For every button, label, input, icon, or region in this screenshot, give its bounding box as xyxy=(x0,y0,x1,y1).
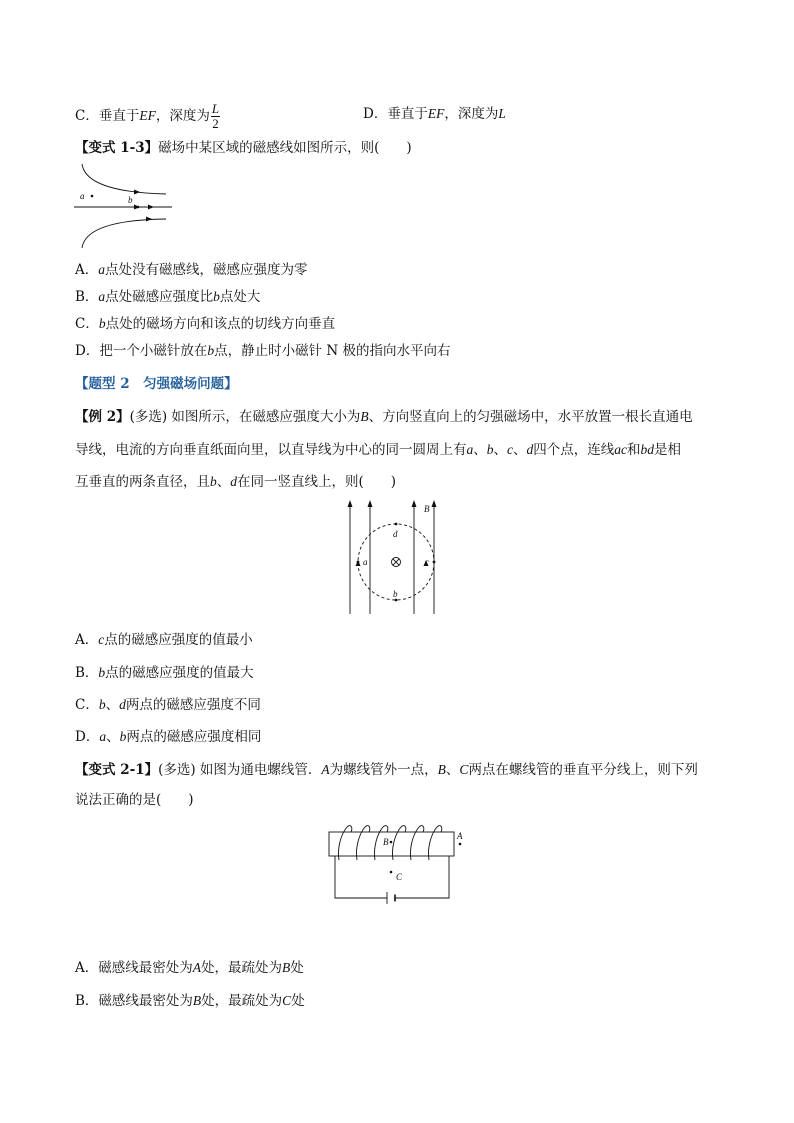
arrow-icon xyxy=(368,500,373,507)
field-lines-figure xyxy=(74,162,174,250)
var-bd: bd xyxy=(640,442,654,457)
var-a-point: A xyxy=(321,762,330,777)
stem-text: 、 xyxy=(493,442,507,458)
v13-option-a xyxy=(75,260,308,280)
stem-text: (多选) 如图所示，在磁感应强度大小为 xyxy=(129,409,361,425)
label-b: b xyxy=(128,195,133,205)
option-text: 点，静止时小磁针 N 极的指向水平向右 xyxy=(214,343,451,359)
point-c-dot xyxy=(433,561,436,564)
option-text: 点的磁感应强度的值最大 xyxy=(105,665,254,681)
option-text: 两点的磁感应强度相同 xyxy=(126,729,262,745)
option-text: 点处磁感应强度比 xyxy=(105,289,214,305)
option-text: C． xyxy=(75,316,99,332)
option-text: 点处没有磁感线，磁感应强度为零 xyxy=(105,262,308,278)
section-heading: 【题型 2 匀强磁场问题】 xyxy=(75,376,238,392)
arrow-icon xyxy=(412,500,417,507)
uniform-field-figure xyxy=(340,500,450,618)
var-d: d xyxy=(526,442,534,457)
option-text: C．垂直于 xyxy=(75,108,140,124)
var-b-point: B xyxy=(282,960,291,975)
q1-option-c xyxy=(75,102,220,131)
stem-text: 、 xyxy=(473,442,487,458)
point-a-dot xyxy=(357,561,360,564)
label-b-field: B xyxy=(424,504,430,514)
var-b: b xyxy=(98,665,106,680)
label-a: a xyxy=(363,557,368,567)
v21-option-b xyxy=(75,991,305,1011)
stem-text: 在同一竖直线上，则( ) xyxy=(237,474,397,490)
v21-stem-line2: 说法正确的是( ) xyxy=(75,792,194,808)
solenoid-figure xyxy=(325,822,475,910)
label-b: b xyxy=(393,589,398,599)
question-tag: 【例 2】 xyxy=(75,409,130,425)
option-text: D．垂直于 xyxy=(363,106,428,122)
stem-text: 是相 xyxy=(654,442,681,458)
var-a: a xyxy=(98,262,105,277)
var-b: b xyxy=(210,474,217,489)
fraction-denominator: 2 xyxy=(212,116,219,131)
option-text: 处，最疏处为 xyxy=(201,993,283,1009)
option-text: 、 xyxy=(105,697,120,713)
option-text: 处 xyxy=(290,960,304,976)
var-a-point: A xyxy=(192,960,201,975)
point-b-dot xyxy=(390,841,393,844)
var-a: a xyxy=(99,729,107,744)
point-a-dot xyxy=(459,843,462,846)
var-c-point: C xyxy=(282,993,292,1008)
arrow-icon xyxy=(134,190,140,195)
var-ac: ac xyxy=(614,442,627,457)
upper-curved-line xyxy=(82,164,166,194)
fraction-l-over-2 xyxy=(211,102,220,131)
label-c: c xyxy=(425,557,429,567)
stem-text: 、 xyxy=(445,762,460,778)
v21-option-a xyxy=(75,958,304,978)
var-ef: EF xyxy=(139,108,156,123)
stem-text: 四个点，连线 xyxy=(533,442,615,458)
option-text: B． xyxy=(75,665,99,681)
stem-text: 和 xyxy=(627,442,641,458)
label-d: d xyxy=(393,529,398,539)
option-text: B．磁感线最密处为 xyxy=(75,993,193,1009)
option-text: B． xyxy=(75,289,99,305)
var-ef: EF xyxy=(427,106,445,121)
var-b: b xyxy=(119,729,127,744)
lower-curved-line xyxy=(82,219,166,248)
ex2-option-a xyxy=(75,630,253,650)
option-text: 点的磁感应强度的值最小 xyxy=(104,632,253,648)
option-text: A． xyxy=(75,632,99,648)
stem-text: 、 xyxy=(513,442,527,458)
arrow-icon xyxy=(148,205,154,210)
circuit-wire-left xyxy=(335,856,387,898)
option-text: A． xyxy=(75,262,99,278)
option-text: 两点的磁感应强度不同 xyxy=(125,697,261,713)
option-text: 处 xyxy=(291,993,305,1009)
option-text: C． xyxy=(75,697,99,713)
v13-option-d xyxy=(75,341,450,361)
var-d: d xyxy=(230,474,237,489)
q1-option-d xyxy=(363,104,506,124)
ex2-option-c xyxy=(75,695,261,715)
option-text: A．磁感线最密处为 xyxy=(75,960,193,976)
question-stem: 磁场中某区域的磁感线如图所示，则( ) xyxy=(158,140,412,156)
point-b-dot xyxy=(137,206,140,209)
label-c-point: C xyxy=(396,872,403,882)
stem-text: 导线，电流的方向垂直纸面向里，以直导线为中心的同一圆周上有 xyxy=(75,442,467,458)
var-b: b xyxy=(213,289,220,304)
ex2-stem-line3 xyxy=(75,472,396,492)
point-b-dot xyxy=(395,599,398,602)
label-a-point: A xyxy=(457,831,463,841)
var-b-field: B xyxy=(360,409,369,424)
ex2-stem-line2 xyxy=(75,440,681,460)
var-b-point: B xyxy=(437,762,446,777)
var-b-point: B xyxy=(192,993,202,1008)
var-b: b xyxy=(98,316,106,331)
stem-text: 、 xyxy=(216,474,231,490)
stem-text: 、方向竖直向上的匀强磁场中，水平放置一根长直通电 xyxy=(368,409,693,425)
arrow-icon xyxy=(146,217,152,222)
option-text: 处，最疏处为 xyxy=(201,960,282,976)
var-b: b xyxy=(98,697,106,712)
var-d: d xyxy=(119,697,126,712)
option-text: 点处的磁场方向和该点的切线方向垂直 xyxy=(105,316,336,332)
ex2-stem-line1 xyxy=(75,407,693,427)
option-text: ，深度为 xyxy=(155,108,210,124)
question-tag: 【变式 2-1】 xyxy=(75,762,159,778)
ex2-option-d xyxy=(75,727,261,747)
circuit-wire-right xyxy=(395,856,449,898)
var-b: b xyxy=(486,442,494,457)
point-a-dot xyxy=(91,195,94,198)
stem-text: (多选) 如图为通电螺线管． xyxy=(158,762,322,778)
v21-stem-line1 xyxy=(75,760,698,780)
option-text: 点处大 xyxy=(219,289,261,305)
stem-text: 两点在螺线管的垂直平分线上，则下列 xyxy=(468,762,698,778)
label-a: a xyxy=(80,191,85,201)
solenoid-body xyxy=(329,832,454,856)
question-tag: 【变式 1-3】 xyxy=(75,140,159,156)
var-l: L xyxy=(498,106,506,121)
v13-stem xyxy=(75,138,412,158)
arrow-icon xyxy=(432,500,437,507)
option-text: D． xyxy=(75,729,100,745)
v13-option-c xyxy=(75,314,335,334)
var-c: c xyxy=(507,442,513,457)
var-a: a xyxy=(98,289,106,304)
ex2-option-b xyxy=(75,663,254,683)
fraction-numerator: L xyxy=(211,101,220,116)
option-text: D．把一个小磁针放在 xyxy=(75,343,208,359)
point-c-dot xyxy=(390,871,393,874)
point-d-dot xyxy=(395,523,398,526)
stem-text: 互垂直的两条直径，且 xyxy=(75,474,210,490)
arrow-icon xyxy=(348,500,353,507)
stem-text: 为螺线管外一点， xyxy=(329,762,438,778)
var-b: b xyxy=(207,343,215,358)
option-text: ，深度为 xyxy=(444,106,499,122)
current-into-page-icon xyxy=(392,558,401,567)
var-c-point: C xyxy=(459,762,469,777)
option-text: 、 xyxy=(106,729,120,745)
var-c: c xyxy=(98,632,105,647)
var-a: a xyxy=(466,442,474,457)
v13-option-b xyxy=(75,287,260,307)
label-b-point: B xyxy=(383,837,389,847)
